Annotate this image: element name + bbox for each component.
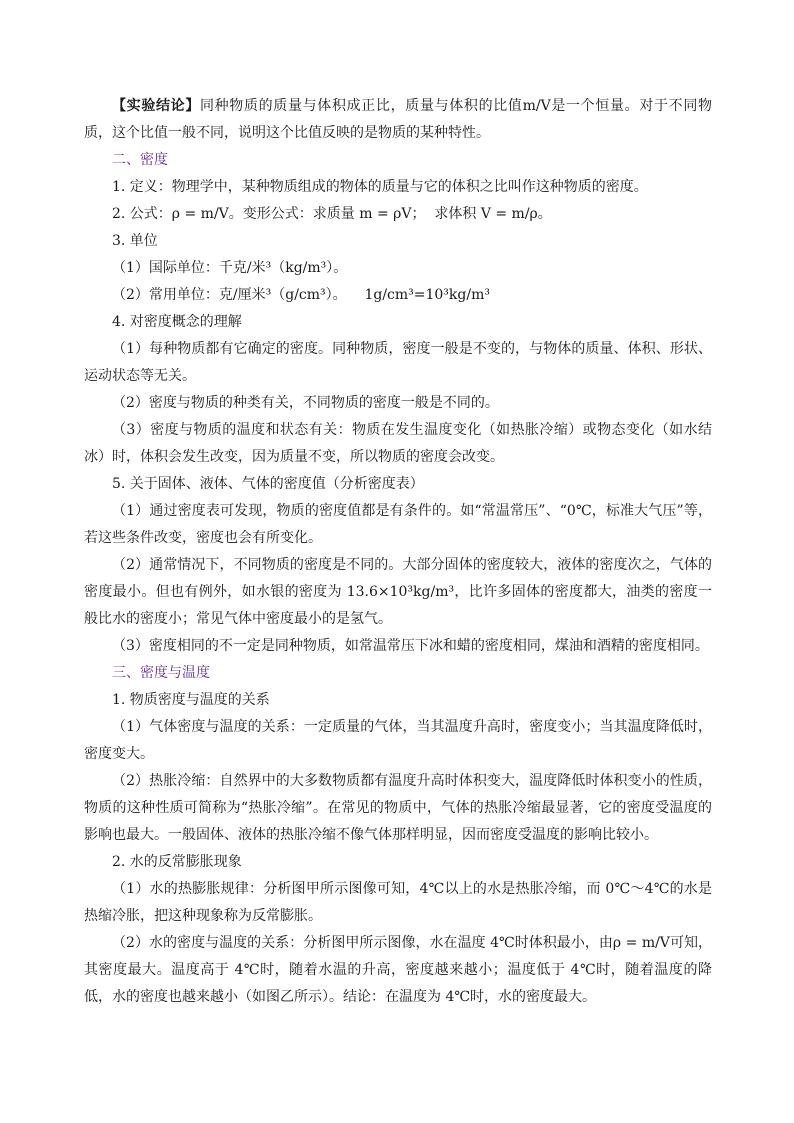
density-table-title: 5. 关于固体、液体、气体的密度值（分析密度表） bbox=[112, 476, 424, 492]
unit-common: （2）常用单位：克/厘米³（g/cm³）。 1g/cm³=10³kg/m³ bbox=[112, 287, 490, 303]
relation-2: （2）热胀冷缩：自然界中的大多数物质都有温度升高时体积变大，温度降低时体积变小的性质，物质的这种性质可简称为“热胀冷缩”。在常见的物质中，气体的热胀冷缩最显著，它的密度受温度的影响也最大。一般固体、液体的热胀冷缩不像气体那样明显，因而密度受温度的影响比较小。 bbox=[84, 773, 712, 843]
conclusion-text: 同种物质的质量与体积成正比，质量与体积的比值m/V是一个恒量。对于不同物质，这个比值一般不同，说明这个比值反映的是物质的某种特性。 bbox=[84, 98, 712, 141]
understanding-3: （3）密度与物质的温度和状态有关：物质在发生温度变化（如热胀冷缩）或物态变化（如水结冰）时，体积会发生改变，因为质量不变，所以物质的密度会改变。 bbox=[84, 422, 712, 465]
water-anomaly-1: （1）水的热膨胀规律：分析图甲所示图像可知，4℃以上的水是热胀冷缩，而 0℃～4℃的水是热缩冷胀，把这种现象称为反常膨胀。 bbox=[84, 881, 712, 924]
unit-title: 3. 单位 bbox=[112, 233, 158, 249]
understanding-title: 4. 对密度概念的理解 bbox=[112, 314, 242, 330]
experiment-conclusion bbox=[84, 93, 712, 147]
conclusion-label: 【实验结论】 bbox=[112, 98, 200, 114]
water-anomaly-2: （2）水的密度与温度的关系：分析图甲所示图像，水在温度 4℃时体积最小，由ρ = m/V可知，其密度最大。温度高于 4℃时，随着水温的升高，密度越来越小；温度低于 4℃时，随着温度的降低，水的密度也越来越小（如图乙所示）。结论：在温度为 4℃时，水的密度最大。 bbox=[84, 935, 712, 1005]
water-anomaly-title: 2. 水的反常膨胀现象 bbox=[112, 854, 242, 870]
relation-1: （1）气体密度与温度的关系：一定质量的气体，当其温度升高时，密度变小；当其温度降低时，密度变大。 bbox=[84, 719, 712, 762]
density-table-2: （2）通常情况下，不同物质的密度是不同的。大部分固体的密度较大，液体的密度次之，气体的密度最小。但也有例外，如水银的密度为 13.6×10³kg/m³，比许多固体的密度都大，油类的密度一般比水的密度小；常见气体中密度最小的是氢气。 bbox=[84, 557, 712, 627]
formula: 2. 公式：ρ = m/V。变形公式：求质量 m = ρV； 求体积 V = m/ρ。 bbox=[112, 206, 552, 222]
section-2-title: 二、密度 bbox=[112, 152, 168, 168]
density-table-3: （3）密度相同的不一定是同种物质，如常温常压下冰和蜡的密度相同，煤油和酒精的密度相同。 bbox=[112, 638, 709, 654]
relation-title: 1. 物质密度与温度的关系 bbox=[112, 692, 270, 708]
definition: 1. 定义：物理学中，某种物质组成的物体的质量与它的体积之比叫作这种物质的密度。 bbox=[112, 179, 648, 195]
unit-si: （1）国际单位：千克/米³（kg/m³）。 bbox=[112, 260, 348, 276]
density-table-1: （1）通过密度表可发现，物质的密度值都是有条件的。如“常温常压”、“0℃，标准大气压”等，若这些条件改变，密度也会有所变化。 bbox=[84, 503, 712, 546]
section-3-title: 三、密度与温度 bbox=[112, 665, 210, 681]
understanding-2: （2）密度与物质的种类有关，不同物质的密度一般是不同的。 bbox=[112, 395, 499, 411]
understanding-1: （1）每种物质都有它确定的密度。同种物质，密度一般是不变的，与物体的质量、体积、形状、运动状态等无关。 bbox=[84, 341, 712, 384]
